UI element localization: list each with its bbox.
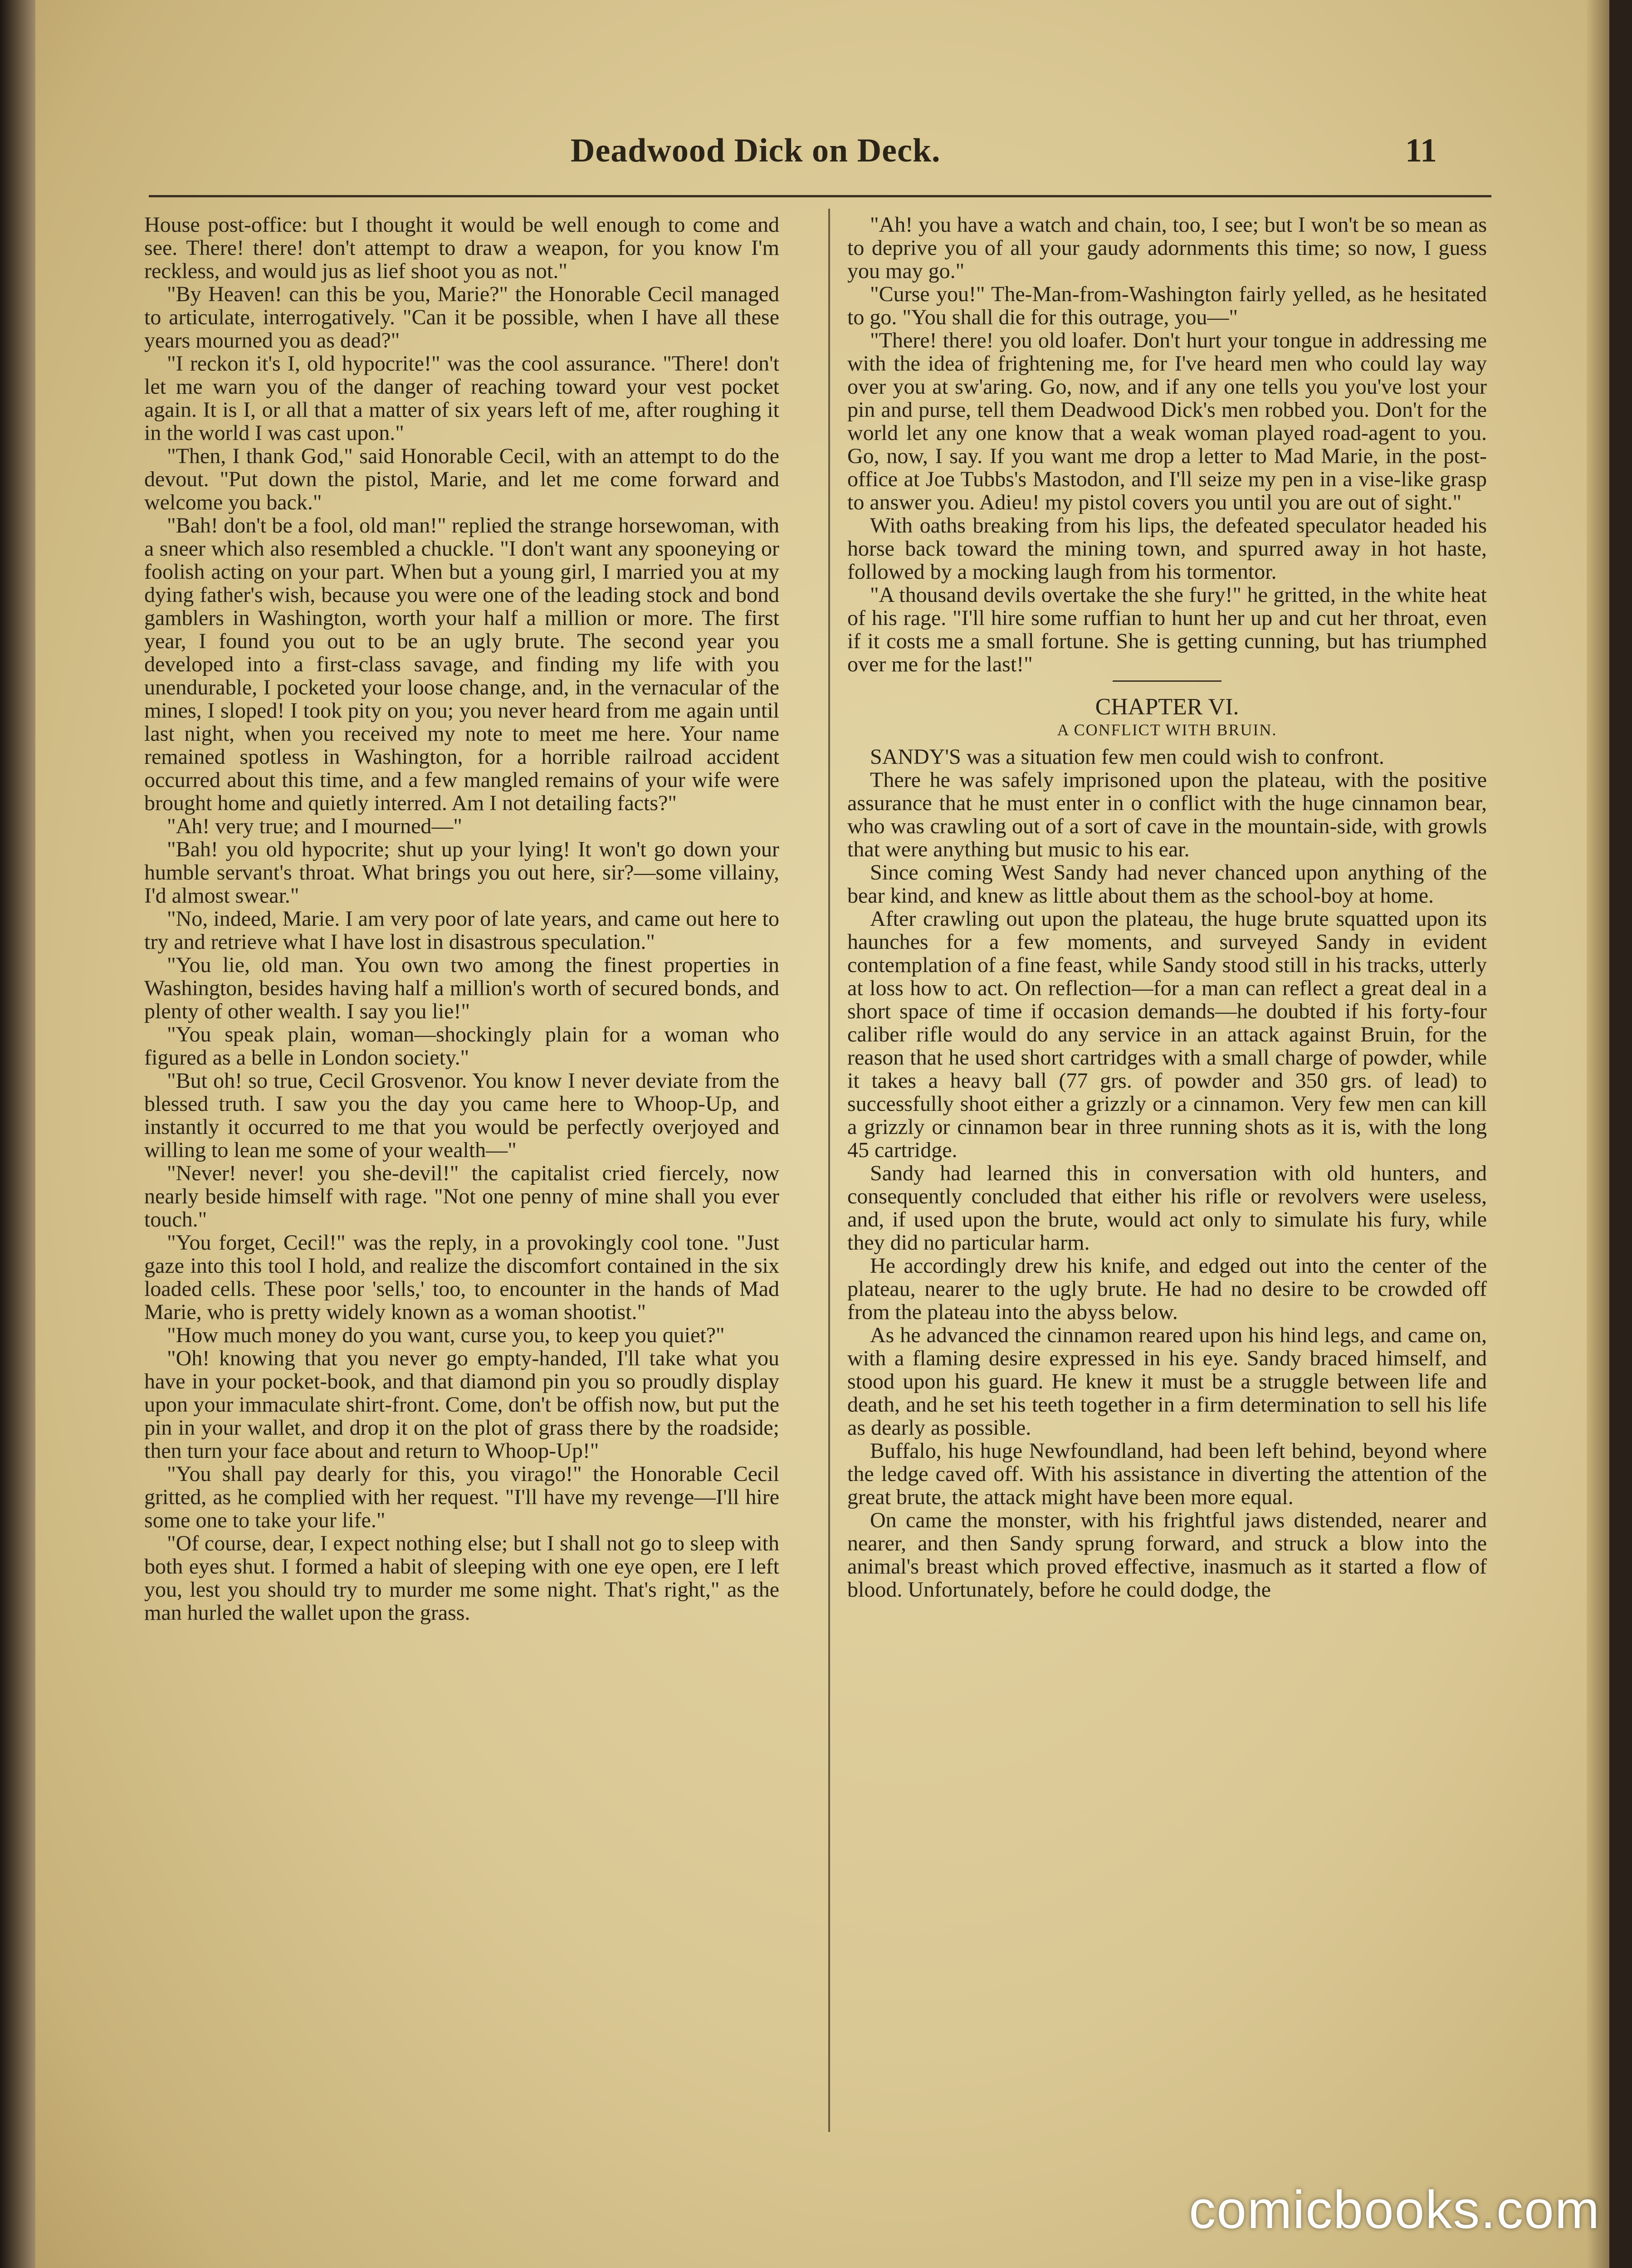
paragraph: "Bah! don't be a fool, old man!" replied the strange horsewoman, with a sneer which also resembled a chuckle. "I don't want any spooneying or foolish acting on your part. When but a young girl, I married you at my dying father's wish, because you were one of the leading stock and bond gamblers in Washington, worth your half a million or more. The first year, I found you out to be an ugly brute. The second year you developed into a first-class savage, and finding my life with you unendurable, I pocketed your loose change, and, in the vernacular of the mines, I sloped! I took pity on you; you never heard from me again until last night, when you received my note to meet me here. Your name remained spotless in Washington, for a horrible railroad accident occurred about this time, and a few mangled remains of your wife were brought home and quietly interred. Am I not detailing facts?" (144, 513, 779, 815)
paragraph: There he was safely imprisoned upon the plateau, with the positive assurance that he must enter in o conflict with the huge cinnamon bear, who was crawling out of a sort of cave in the mountain-side, with growls that were anything but music to his ear. (847, 768, 1487, 861)
paragraph: "Never! never! you she-devil!" the capitalist cried fiercely, now nearly beside himself with rage. "Not one penny of mine shall you ever touch." (144, 1161, 779, 1232)
paragraph: SANDY'S was a situation few men could wish to confront. (870, 745, 1384, 769)
chapter-rule (1113, 680, 1222, 682)
paragraph: "Bah! you old hypocrite; shut up your lying! It won't go down your humble servant's throat. What brings you out here, sir?—some villainy, I'd almost swear." (144, 837, 779, 908)
paragraph: "By Heaven! can this be you, Marie?" the Honorable Cecil managed to articulate, interrogatively. "Can it be possible, when I have all these years mourned you as dead?" (144, 282, 779, 352)
paragraph: As he advanced the cinnamon reared upon his hind legs, and came on, with a flaming desire expressed in his eye. Sandy braced himself, and stood upon his guard. He knew it must be a struggle between life and death, and he set his teeth together in a firm determination to sell his life as dearly as possible. (847, 1323, 1487, 1440)
paragraph: "Curse you!" The-Man-from-Washington fairly yelled, as he hesitated to go. "You shall die for this outrage, you—" (847, 282, 1487, 329)
paragraph: On came the monster, with his frightful jaws distended, nearer and nearer, and then Sandy sprung forward, and struck a blow into the animal's breast which proved effective, inasmuch as it started a flow of blood. Unfortunately, before he could dodge, the (847, 1508, 1487, 1602)
paragraph: "No, indeed, Marie. I am very poor of late years, and came out here to try and retrieve what I have lost in disastrous speculation." (144, 907, 779, 954)
watermark: comicbooks.com (1189, 2180, 1600, 2240)
paragraph: "You forget, Cecil!" was the reply, in a provokingly cool tone. "Just gaze into this tool I hold, and realize the discomfort contained in the six loaded cells. These poor 'sells,' too, to encounter in the hands of Mad Marie, who is pretty widely known as a woman shootist." (144, 1231, 779, 1324)
paragraph: "You speak plain, woman—shockingly plain for a woman who figured as a belle in London society." (144, 1022, 779, 1070)
paragraph: Buffalo, his huge Newfoundland, had been left behind, beyond where the ledge caved off. With his assistance in diverting the attention of the great brute, the attack might have been more equal. (847, 1439, 1487, 1509)
paragraph: Since coming West Sandy had never chanced upon anything of the bear kind, and knew as little about them as the school-boy at home. (847, 860, 1487, 908)
column-divider (828, 209, 830, 2132)
chapter-heading: CHAPTER VI. (1095, 694, 1239, 720)
paragraph: "You shall pay dearly for this, you virago!" the Honorable Cecil gritted, as he complied with her request. "I'll have my revenge—I'll hire some one to take your life." (144, 1462, 779, 1532)
page-edge (1587, 0, 1609, 2268)
paragraph: "Oh! knowing that you never go empty-handed, I'll take what you have in your pocket-book, and that diamond pin you so proudly display upon your immaculate shirt-front. Come, don't be offish now, but put the pin in your wallet, and drop it on the plot of grass there by the roadside; then turn your face about and return to Whoop-Up!" (144, 1346, 779, 1463)
book-spine (0, 0, 35, 2268)
right-column (847, 213, 1487, 2132)
book-page (35, 0, 1609, 2268)
paragraph: "Ah! very true; and I mourned—" (167, 814, 462, 838)
paragraph: "How much money do you want, curse you, to keep you quiet?" (167, 1323, 725, 1347)
paragraph: With oaths breaking from his lips, the defeated speculator headed his horse back toward the mining town, and spurred away in hot haste, followed by a mocking laugh from his tormentor. (847, 513, 1487, 584)
paragraph: "You lie, old man. You own two among the finest properties in Washington, besides having half a million's worth of secured bonds, and plenty of other wealth. I say you lie!" (144, 953, 779, 1023)
paragraph: "There! there! you old loafer. Don't hurt your tongue in addressing me with the idea of frightening me, for I've heard men who could lay way over you at sw'aring. Go, now, and if any one tells you you've lost your pin and purse, tell them Deadwood Dick's men robbed you. Don't for the world let any one know that a weak woman played road-agent to you. Go, now, I say. If you want me drop a letter to Mad Marie, in the post-office at Joe Tubbs's Mastodon, and I'll seize my pen in a vise-like grasp to answer you. Adieu! my pistol covers you until you are out of sight." (847, 328, 1487, 514)
paragraph: "Then, I thank God," said Honorable Cecil, with an attempt to do the devout. "Put down the pistol, Marie, and let me come forward and welcome you back." (144, 444, 779, 514)
paragraph: After crawling out upon the plateau, the huge brute squatted upon its haunches for a few moments, and surveyed Sandy in evident contemplation of a fine feast, while Sandy stood still in his tracks, utterly at loss how to act. On reflection—for a man can reflect a great deal in a short space of time if occasion demands—he doubted if his forty-four caliber rifle would do any service in an attack against Bruin, for the reason that he used short cartridges with a small charge of powder, while it takes a heavy ball (77 grs. of powder and 350 grs. of lead) to successfully shoot either a grizzly or a cinnamon. Very few men can kill a grizzly or cinnamon bear in three running shots as it is, with the long 45 cartridge. (847, 907, 1487, 1162)
paragraph: "Of course, dear, I expect nothing else; but I shall not go to sleep with both eyes shut. I formed a habit of sleeping with one eye open, ere I left you, lest you should try to murder me some night. That's right," as the man hurled the wallet upon the grass. (144, 1531, 779, 1625)
paragraph: He accordingly drew his knife, and edged out into the center of the plateau, nearer to the ugly brute. He had no desire to be crowded off from the plateau into the abyss below. (847, 1254, 1487, 1324)
left-column (144, 213, 779, 2132)
paragraph: Sandy had learned this in conversation with old hunters, and consequently concluded that either his rifle or revolvers were useless, and, if used upon the brute, would act only to simulate his fury, while they did no particular harm. (847, 1161, 1487, 1255)
header-rule (149, 195, 1491, 197)
paragraph: "I reckon it's I, old hypocrite!" was the cool assurance. "There! don't let me warn you of the danger of reaching toward your vest pocket again. It is I, or all that a matter of six years left of me, after roughing it in the world I was cast upon." (144, 352, 779, 445)
running-header (35, 122, 1609, 177)
running-title: Deadwood Dick on Deck. (571, 132, 941, 169)
chapter-subtitle: A CONFLICT WITH BRUIN. (1057, 721, 1277, 739)
page-number: 11 (1405, 132, 1437, 169)
paragraph: "A thousand devils overtake the she fury!" he gritted, in the white heat of his rage. "I'll hire some ruffian to hunt her up and cut her throat, even if it costs me a small fortune. She is getting cunning, but has triumphed over me for the last!" (847, 583, 1487, 676)
paragraph: House post-office: but I thought it would be well enough to come and see. There! there! don't attempt to draw a weapon, for you know I'm reckless, and would jus as lief shoot you as not." (144, 213, 779, 283)
paragraph: "But oh! so true, Cecil Grosvenor. You know I never deviate from the blessed truth. I saw you the day you came here to Whoop-Up, and instantly it occurred to me that you would be perfectly overjoyed and willing to lean me some of your wealth—" (144, 1069, 779, 1162)
paragraph: "Ah! you have a watch and chain, too, I see; but I won't be so mean as to deprive you of all your gaudy adornments this time; so now, I guess you may go." (847, 213, 1487, 283)
